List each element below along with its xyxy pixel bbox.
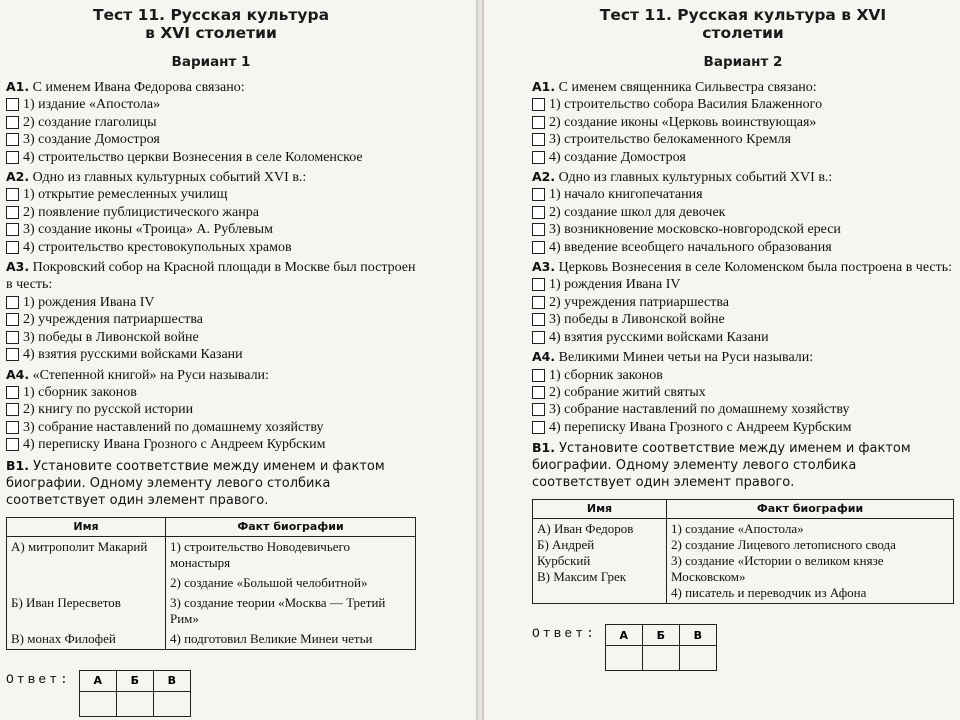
option-text: 1) начало книгопечатания xyxy=(549,187,703,203)
option-text: 1) сборник законов xyxy=(23,384,137,400)
question-text: Одно из главных культурных событий XVI в.: xyxy=(558,170,833,186)
question-heading xyxy=(532,168,954,186)
answer-cell[interactable] xyxy=(116,691,153,716)
answer-option[interactable] xyxy=(532,239,954,256)
fact-cell: 4) подготовил Великие Минеи четьи xyxy=(166,629,416,650)
question-b1 xyxy=(532,439,954,491)
answer-option[interactable] xyxy=(532,204,954,221)
checkbox[interactable] xyxy=(6,188,19,201)
question-text: С именем священника Сильвестра связано: xyxy=(558,80,817,95)
question-1 xyxy=(6,78,416,166)
answer-cell[interactable] xyxy=(153,691,190,716)
questions-list xyxy=(6,78,416,454)
column-header-name: Имя xyxy=(7,517,166,536)
checkbox[interactable] xyxy=(6,206,19,219)
checkbox[interactable] xyxy=(6,223,19,236)
table-row xyxy=(7,536,416,573)
answer-label: Ответ: xyxy=(6,671,71,687)
checkbox[interactable] xyxy=(532,133,545,146)
question-text: С именем Ивана Федорова связано: xyxy=(32,80,245,95)
question-heading xyxy=(6,78,416,96)
option-text: 4) введение всеобщего начального образования xyxy=(549,239,832,255)
option-text: 1) открытие ремесленных училищ xyxy=(23,187,228,203)
question-2 xyxy=(6,168,416,256)
checkbox[interactable] xyxy=(6,421,19,434)
question-heading xyxy=(532,258,954,276)
name-cell: А) митрополит Макарий xyxy=(7,536,166,573)
option-text: 4) переписку Ивана Грозного с Андреем Курбским xyxy=(23,437,326,453)
option-text: 1) строительство собора Василия Блаженного xyxy=(549,97,823,113)
answer-option[interactable] xyxy=(532,419,954,436)
option-text: 2) учреждения патриаршества xyxy=(23,312,204,328)
question-text: «Степенной книгой» на Руси называли: xyxy=(32,367,269,383)
questions-list xyxy=(532,78,954,436)
checkbox[interactable] xyxy=(6,116,19,129)
checkbox[interactable] xyxy=(6,403,19,416)
checkbox[interactable] xyxy=(532,313,545,326)
option-text: 3) победы в Ливонской войне xyxy=(549,312,725,328)
checkbox[interactable] xyxy=(532,188,545,201)
answer-col-a: А xyxy=(79,670,116,691)
question-label: А2. xyxy=(6,169,30,185)
answer-option[interactable] xyxy=(532,96,954,113)
question-text: Одно из главных культурных событий XVI в.: xyxy=(32,170,307,186)
question-heading xyxy=(6,258,416,294)
names-cell: А) Иван Федоров Б) Андрей Курбский В) Максим Грек xyxy=(533,519,667,604)
question-heading xyxy=(6,168,416,186)
answer-option[interactable] xyxy=(532,221,954,238)
answer-option[interactable] xyxy=(6,329,416,346)
option-text: 1) издание «Апостола» xyxy=(23,97,161,113)
title-line-1: Тест 11. Русская культура в XVI xyxy=(599,6,887,24)
checkbox[interactable] xyxy=(532,223,545,236)
option-text: 1) рождения Ивана IV xyxy=(23,294,155,310)
answer-cell[interactable] xyxy=(679,646,716,671)
answer-option[interactable] xyxy=(532,186,954,203)
question-4 xyxy=(6,366,416,454)
answer-section xyxy=(532,624,954,671)
name-cell: В) монах Филофей xyxy=(7,629,166,650)
table-row xyxy=(7,629,416,650)
matching-table xyxy=(6,517,416,650)
answer-option[interactable] xyxy=(6,294,416,311)
answer-section xyxy=(6,670,416,717)
option-text: 4) взятия русскими войсками Казани xyxy=(23,347,243,363)
answer-option[interactable] xyxy=(6,384,416,401)
option-text: 4) переписку Ивана Грозного с Андреем Курбским xyxy=(549,419,852,435)
answer-option[interactable] xyxy=(6,96,416,113)
checkbox[interactable] xyxy=(6,348,19,361)
answer-label: Ответ: xyxy=(532,626,597,642)
option-text: 1) рождения Ивана IV xyxy=(549,277,681,293)
checkbox[interactable] xyxy=(532,331,545,344)
answer-option[interactable] xyxy=(6,401,416,418)
checkbox[interactable] xyxy=(532,386,545,399)
table-row xyxy=(7,593,416,629)
option-text: 2) книгу по русской истории xyxy=(23,402,194,418)
table-row xyxy=(7,573,416,593)
checkbox[interactable] xyxy=(532,206,545,219)
question-1 xyxy=(532,78,954,166)
matching-table xyxy=(532,499,954,604)
column-header-name: Имя xyxy=(533,500,667,519)
variant-heading: Вариант 2 xyxy=(703,54,783,70)
book-gutter xyxy=(476,0,484,720)
answer-option[interactable] xyxy=(6,311,416,328)
answer-option[interactable] xyxy=(532,294,954,311)
question-label: А2. xyxy=(532,169,556,185)
answer-cell[interactable] xyxy=(79,691,116,716)
checkbox[interactable] xyxy=(532,403,545,416)
answer-option[interactable] xyxy=(6,346,416,363)
option-text: 2) создание иконы «Церковь воинствующая» xyxy=(549,114,817,130)
checkbox[interactable] xyxy=(532,421,545,434)
answer-option[interactable] xyxy=(6,239,416,256)
checkbox[interactable] xyxy=(6,133,19,146)
answer-option[interactable] xyxy=(532,276,954,293)
option-text: 2) появление публицистического жанра xyxy=(23,204,259,220)
checkbox[interactable] xyxy=(532,241,545,254)
question-label: А4. xyxy=(6,366,30,382)
answer-col-b: Б xyxy=(642,625,679,646)
question-label: А1. xyxy=(532,79,556,94)
checkbox[interactable] xyxy=(6,98,19,111)
right-page xyxy=(484,0,960,720)
option-text: 2) учреждения патриаршества xyxy=(549,294,730,310)
fact-cell: 3) создание теории «Москва — Третий Рим» xyxy=(166,593,416,629)
option-text: 2) собрание житий святых xyxy=(549,384,706,400)
option-text: 3) строительство белокаменного Кремля xyxy=(549,132,791,148)
answer-option[interactable] xyxy=(532,367,954,384)
facts-cell: 1) создание «Апостола» 2) создание Лицевого летописного свода 3) создание «Истории о великом князе Московском» 4) писатель и переводчик из Афона xyxy=(667,519,954,604)
option-text: 3) собрание наставлений по домашнему хозяйству xyxy=(23,419,324,435)
answer-option[interactable] xyxy=(532,131,954,148)
checkbox[interactable] xyxy=(6,438,19,451)
question-heading xyxy=(532,78,954,96)
answer-option[interactable] xyxy=(6,149,416,166)
title-line-2: столетии xyxy=(702,24,784,42)
question-3 xyxy=(532,258,954,346)
column-header-fact: Факт биографии xyxy=(166,517,416,536)
option-text: 3) возникновение московско-новгородской ереси xyxy=(549,222,841,238)
question-label: А4. xyxy=(532,349,556,365)
checkbox[interactable] xyxy=(6,151,19,164)
question-text: Установите соответствие между именем и фактом биографии. Одному элементу левого столбика соответствует один элемент правого. xyxy=(532,441,911,491)
option-text: 3) победы в Ливонской войне xyxy=(23,329,199,345)
answer-option[interactable] xyxy=(6,436,416,453)
answer-option[interactable] xyxy=(6,131,416,148)
answer-option[interactable] xyxy=(532,114,954,131)
question-label: А1. xyxy=(6,79,30,94)
question-2 xyxy=(532,168,954,256)
answer-option[interactable] xyxy=(6,204,416,221)
option-text: 4) взятия русскими войсками Казани xyxy=(549,329,769,345)
checkbox[interactable] xyxy=(6,331,19,344)
checkbox[interactable] xyxy=(6,313,19,326)
answer-col-v: В xyxy=(679,625,716,646)
checkbox[interactable] xyxy=(532,369,545,382)
option-text: 2) создание глаголицы xyxy=(23,114,157,130)
answer-cell[interactable] xyxy=(605,646,642,671)
answer-option[interactable] xyxy=(532,401,954,418)
test-title xyxy=(6,6,416,42)
title-line-2: в XVI столетии xyxy=(145,24,277,42)
fact-cell: 1) строительство Новодевичьего монастыря xyxy=(166,536,416,573)
question-b1 xyxy=(6,457,416,509)
option-text: 3) собрание наставлений по домашнему хозяйству xyxy=(549,402,850,418)
question-text: Покровский собор на Красной площади в Москве был построен в честь: xyxy=(6,260,416,293)
question-heading xyxy=(532,348,954,366)
option-text: 4) строительство церкви Вознесения в селе Коломенское xyxy=(23,149,363,165)
checkbox[interactable] xyxy=(532,296,545,309)
answer-option[interactable] xyxy=(532,149,954,166)
variant-heading: Вариант 1 xyxy=(171,54,251,70)
answer-option[interactable] xyxy=(6,221,416,238)
answer-option[interactable] xyxy=(532,311,954,328)
answer-col-b: Б xyxy=(116,670,153,691)
question-3 xyxy=(6,258,416,363)
name-cell xyxy=(7,573,166,593)
answer-option[interactable] xyxy=(532,329,954,346)
option-text: 3) создание Домостроя xyxy=(23,132,160,148)
question-4 xyxy=(532,348,954,436)
checkbox[interactable] xyxy=(6,241,19,254)
question-label: В1. xyxy=(6,457,29,473)
test-title xyxy=(532,6,954,42)
name-cell: Б) Иван Пересветов xyxy=(7,593,166,629)
answer-option[interactable] xyxy=(6,419,416,436)
checkbox[interactable] xyxy=(532,116,545,129)
answer-grid xyxy=(605,624,717,671)
checkbox[interactable] xyxy=(6,386,19,399)
checkbox[interactable] xyxy=(532,278,545,291)
question-text: Установите соответствие между именем и фактом биографии. Одному элементу левого столбика соответствует один элемент правого. xyxy=(6,458,385,508)
checkbox[interactable] xyxy=(532,98,545,111)
option-text: 3) создание иконы «Троица» А. Рублевым xyxy=(23,222,273,238)
answer-option[interactable] xyxy=(6,114,416,131)
answer-grid xyxy=(79,670,191,717)
column-header-fact: Факт биографии xyxy=(667,500,954,519)
question-text: Великими Минеи четьи на Руси называли: xyxy=(558,350,814,366)
question-text: Церковь Вознесения в селе Коломенском была построена в честь: xyxy=(558,260,953,276)
checkbox[interactable] xyxy=(532,151,545,164)
option-text: 2) создание школ для девочек xyxy=(549,204,726,220)
answer-col-a: А xyxy=(605,625,642,646)
title-line-1: Тест 11. Русская культура xyxy=(92,6,330,24)
checkbox[interactable] xyxy=(6,296,19,309)
left-page xyxy=(0,0,476,720)
answer-option[interactable] xyxy=(6,186,416,203)
fact-cell: 2) создание «Большой челобитной» xyxy=(166,573,416,593)
question-label: В1. xyxy=(532,440,555,456)
question-heading xyxy=(6,366,416,384)
option-text: 4) строительство крестовокупольных храмов xyxy=(23,239,292,255)
option-text: 1) сборник законов xyxy=(549,367,663,383)
answer-col-v: В xyxy=(153,670,190,691)
question-label: А3. xyxy=(6,259,30,275)
question-label: А3. xyxy=(532,259,556,275)
answer-cell[interactable] xyxy=(642,646,679,671)
option-text: 4) создание Домостроя xyxy=(549,149,686,165)
answer-option[interactable] xyxy=(532,384,954,401)
